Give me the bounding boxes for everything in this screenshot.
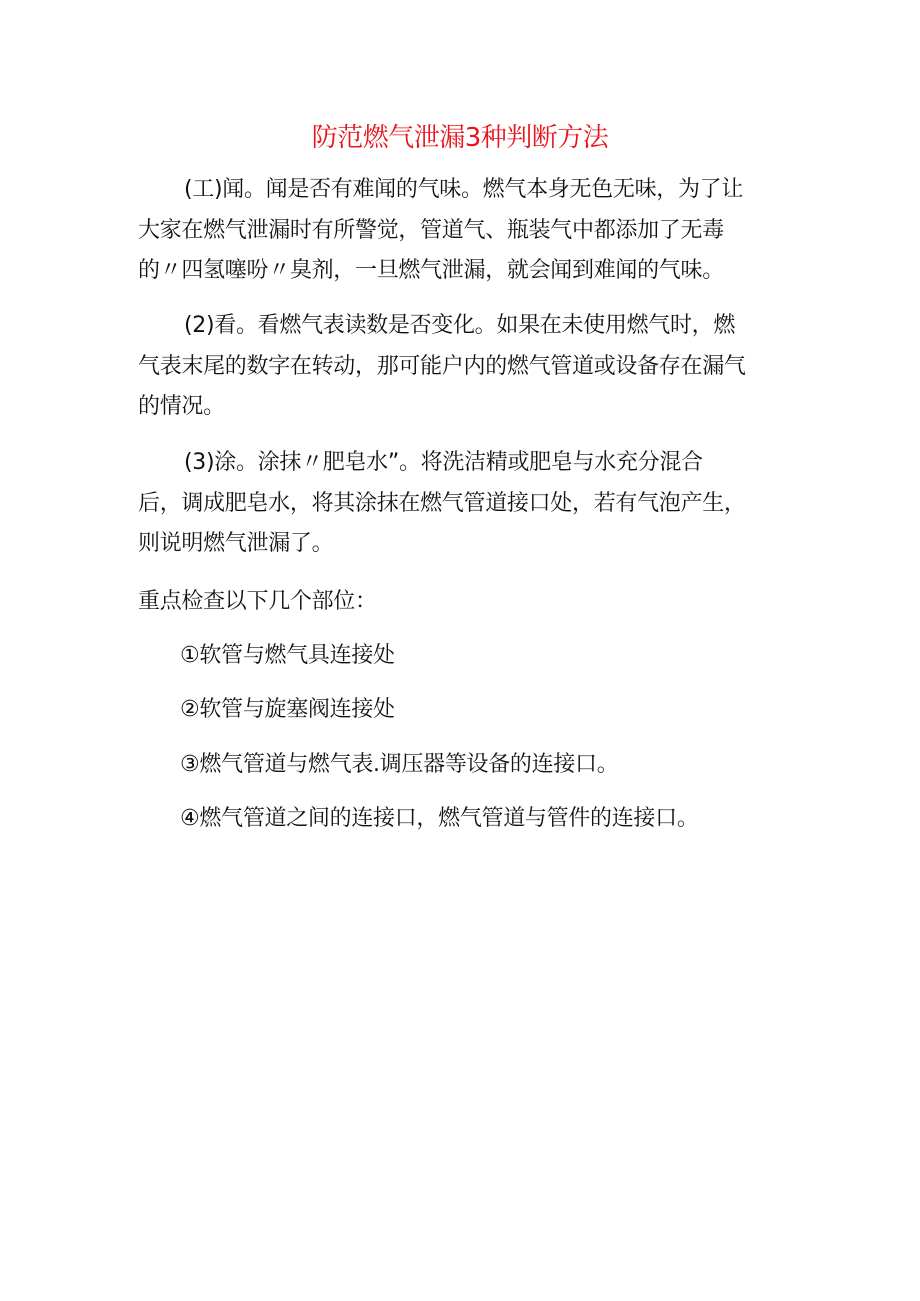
paragraph-line: 大家在燃气泄漏时有所警觉，管道气、瓶装气中都添加了无毒: [138, 217, 724, 243]
paragraph-line: 气表末尾的数字在转动，那可能户内的燃气管道或设备存在漏气: [138, 353, 746, 379]
check-item: ①软管与燃气具连接处: [180, 643, 395, 668]
paragraph-line: 后，调成肥皂水，将其涂抹在燃气管道接口处，若有气泡产生，: [138, 490, 746, 516]
method-paragraph-smell: [138, 170, 798, 292]
paragraph-line: (3)涂。涂抹〃肥皂水”。将洗洁精或肥皂与水充分混合: [184, 450, 703, 475]
method-paragraph-look: [138, 306, 798, 428]
paragraph-line: 的〃四氢噻吩〃臭剂，一旦燃气泄漏，就会闻到难闻的气味。: [138, 258, 724, 283]
paragraph-line: 的情况。: [138, 394, 225, 419]
check-heading: 重点检查以下几个部位：: [138, 589, 377, 614]
paragraph-line: (2)看。看燃气表读数是否变化。如果在未使用燃气时，燃: [184, 313, 736, 338]
paragraph-line: 则说明燃气泄漏了。: [138, 531, 334, 556]
document-title: 防范燃气泄漏3种判断方法: [311, 123, 609, 153]
method-paragraph-apply: [138, 443, 798, 565]
check-item: ④燃气管道之间的连接口，燃气管道与管件的连接口。: [180, 806, 699, 831]
paragraph-line: (工)闻。闻是否有难闻的气味。燃气本身无色无味，为了让: [184, 177, 744, 202]
check-item: ③燃气管道与燃气表.调压器等设备的连接口。: [180, 752, 619, 777]
check-item: ②软管与旋塞阀连接处: [180, 697, 395, 722]
